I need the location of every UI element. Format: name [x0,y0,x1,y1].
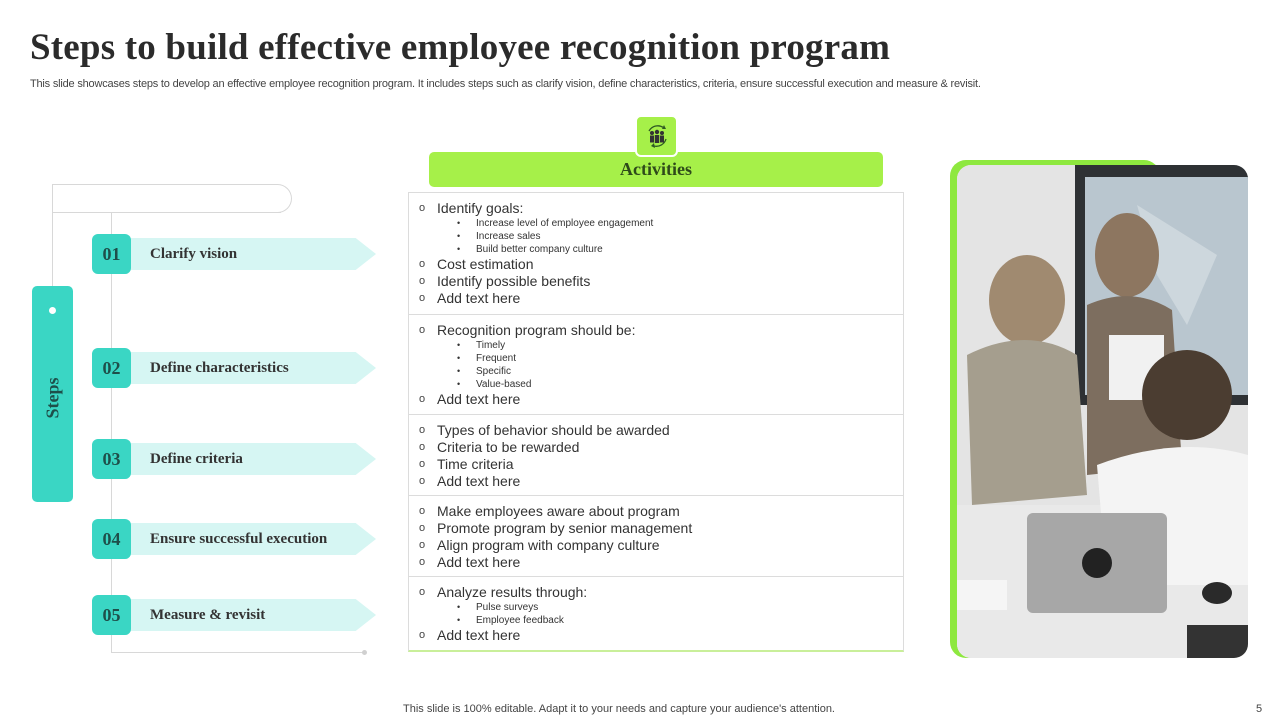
activity-row [409,193,903,315]
slide-title: Steps to build effective employee recognition program [30,27,891,68]
sub-list-item: • Timely [419,339,903,352]
list-item: o Time criteria [419,456,903,473]
list-item: o Add text here [419,290,903,307]
step-item [92,519,376,559]
step-item [92,439,376,479]
list-item: o Align program with company culture [419,537,903,554]
step-label: Define characteristics [150,360,289,376]
activities-table [408,192,904,652]
connector-dot [49,307,56,314]
list-item: o Cost estimation [419,256,903,273]
step-item [92,595,376,635]
step-item [92,234,376,274]
sub-list-item: • Value-based [419,378,903,391]
footer-note: This slide is 100% editable. Adapt it to your needs and capture your audience's attention. [403,703,835,715]
activity-row [409,496,903,577]
list-item: o Identify possible benefits [419,273,903,290]
connector-loop [52,184,292,213]
sub-list-item: • Frequent [419,352,903,365]
page-number: 5 [1256,703,1263,715]
sub-list-item: • Specific [419,365,903,378]
connector-end-dot [362,650,367,655]
connector-line [111,652,365,653]
step-label: Measure & revisit [150,607,266,623]
step-label: Define criteria [150,451,243,467]
step-label: Ensure successful execution [150,531,328,547]
team-cycle-icon [635,115,678,157]
sub-list-item: • Pulse surveys [419,601,903,614]
step-number: 03 [92,439,131,479]
list-item: o Add text here [419,473,903,490]
list-item: o Recognition program should be: [419,322,903,339]
list-item: o Identify goals: [419,200,903,217]
step-number: 02 [92,348,131,388]
step-number: 05 [92,595,131,635]
steps-tab [32,286,73,502]
connector-line [111,212,112,653]
activities-header: Activities [429,152,883,187]
list-item: o Types of behavior should be awarded [419,422,903,439]
activity-row [409,577,903,651]
connector-line [111,212,281,213]
list-item: o Add text here [419,554,903,571]
step-number: 04 [92,519,131,559]
activity-row [409,315,903,415]
slide-subtitle: This slide showcases steps to develop an effective employee recognition program. It includes steps such as clarify vision, define characteristics, criteria, ensure successful execution and measure & revisit. [30,78,981,90]
sub-list-item: • Increase level of employee engagement [419,217,903,230]
sub-list-item: • Increase sales [419,230,903,243]
step-label: Clarify vision [150,246,238,262]
list-item: o Add text here [419,627,903,644]
sub-list-item: • Employee feedback [419,614,903,627]
list-item: o Add text here [419,391,903,408]
team-photo [957,165,1248,658]
list-item: o Make employees aware about program [419,503,903,520]
step-number: 01 [92,234,131,274]
list-item: o Analyze results through: [419,584,903,601]
activity-row [409,415,903,496]
step-item [92,348,376,388]
steps-label: Steps [42,377,62,419]
list-item: o Criteria to be rewarded [419,439,903,456]
sub-list-item: • Build better company culture [419,243,903,256]
list-item: o Promote program by senior management [419,520,903,537]
